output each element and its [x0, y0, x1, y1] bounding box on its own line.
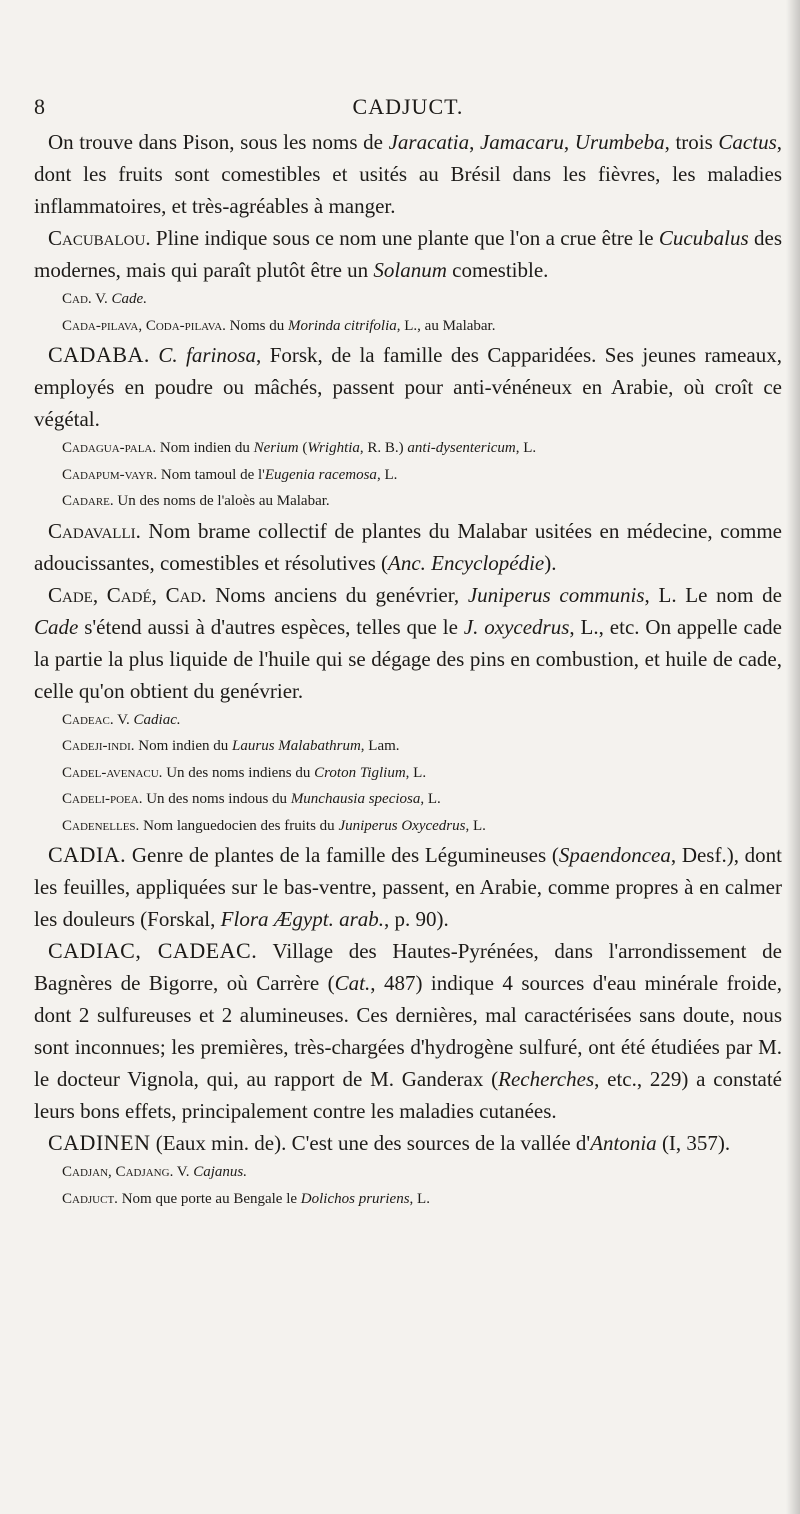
entry-headword: CADINEN	[48, 1130, 151, 1155]
cross-reference: Cajanus.	[193, 1164, 247, 1180]
page-number: 8	[34, 94, 45, 119]
taxon: Morinda citrifolia	[288, 317, 397, 334]
text: , L.	[465, 817, 486, 834]
term: Cade	[34, 614, 79, 639]
citation: Flora Ægypt. arab.	[220, 907, 384, 931]
entry-headword: Cade, Cadé, Cad.	[48, 582, 207, 607]
entry-headword: Cadeac.	[62, 711, 114, 728]
text: , Lam.	[360, 738, 400, 754]
text: , L., au Malabar.	[396, 317, 496, 334]
text: , L.	[405, 764, 427, 781]
cross-reference: Cade.	[111, 291, 147, 307]
entry-headword: Cadapum-vayr.	[62, 466, 158, 483]
text: ,	[469, 130, 480, 154]
cross-reference: Cadiac.	[133, 711, 181, 728]
running-head: CADJUCT.	[352, 94, 464, 119]
text: comestible.	[446, 258, 549, 282]
text: V.	[173, 1164, 194, 1180]
entry-cad	[34, 286, 782, 313]
text: On trouve dans Pison, sous les noms de	[48, 130, 389, 154]
taxon: Nerium	[253, 440, 299, 456]
taxon: Juniperus communis	[467, 582, 645, 607]
taxon: Wrightia	[307, 440, 360, 456]
text: Genre de plantes de la famille des Légumineuses (	[126, 843, 559, 867]
text: , 487) indique 4 sources d'eau minérale froide, dont 2 sulfureuses et 2 alumineuses. Ces dernières, mal caractérisées sans doute, nous sont inconnues; les premières, très-chargées d'hydrogène sulfuré, ont été étudiées par M. le docteur Vignola, qui, au rapport de M. Ganderax (	[34, 971, 782, 1091]
text: , p. 90).	[384, 907, 449, 931]
taxon: Cactus	[718, 130, 777, 154]
text: Un des noms indiens du	[162, 764, 315, 781]
entry-headword: Cada-pilava,	[62, 317, 143, 334]
taxon: Solanum	[373, 258, 447, 282]
text: Village des Hautes-Pyrénées, dans l'arrondissement de Bagnères de Bigorre, où Carrère (	[34, 939, 782, 995]
text: , L.	[420, 791, 441, 807]
entry-cadiac	[34, 935, 782, 1127]
page-header	[34, 88, 782, 126]
text: Nom brame collectif de plantes du Malabar usitées en médecine, comme adoucissantes, comestibles et résolutives (	[34, 518, 782, 575]
entry-cadeji-indi	[34, 733, 782, 760]
text: , L. Le nom de	[644, 582, 782, 607]
entry-cadia	[34, 839, 782, 935]
entry-headword: CADIAC, CADEAC.	[48, 938, 258, 963]
taxon: anti-dysentericum	[407, 440, 516, 456]
text: , L.	[515, 440, 537, 456]
taxon: Eugenia racemosa	[264, 466, 377, 483]
entry-cadeac	[34, 707, 782, 734]
text: Un des noms de l'aloès au Malabar.	[113, 493, 330, 509]
citation: Recherches	[498, 1067, 595, 1091]
taxon: Juniperus Oxycedrus	[338, 817, 466, 834]
entry-headword: Cadeli-poea.	[62, 791, 143, 807]
entry-pison-cactus	[34, 126, 782, 222]
entry-cadjan	[34, 1159, 782, 1186]
entry-headword: Cadare.	[62, 493, 114, 509]
place-name: Antonia	[590, 1131, 657, 1155]
text: (I, 357).	[656, 1131, 731, 1155]
entry-headword: CADIA.	[48, 842, 127, 867]
text: V.	[113, 711, 134, 728]
text: Nom languedocien des fruits du	[139, 817, 339, 834]
entry-cadare	[34, 488, 782, 515]
entry-cade	[34, 579, 782, 707]
entry-cadinen	[34, 1127, 782, 1159]
page-edge-shadow	[786, 0, 800, 1514]
entry-headword: Cadeji-indi.	[62, 738, 135, 754]
entry-cadapum-vayr	[34, 462, 782, 489]
taxon: C. farinosa	[158, 343, 257, 367]
taxon: Dolichos pruriens	[300, 1190, 410, 1207]
entry-headword: Cadagua-pala.	[62, 440, 157, 456]
page-body	[34, 126, 782, 1212]
text: , L., etc. On appelle cade la partie la plus liquide de l'huile qui se dégage des pins en combustion, et huile de cade, celle qu'on obtient du genévrier.	[34, 614, 782, 703]
text: Nom que porte au Bengale le	[117, 1190, 301, 1207]
taxon: J. oxycedrus	[463, 614, 570, 639]
text: , R. B.)	[359, 440, 408, 456]
text: , L.	[376, 466, 398, 483]
entry-cadaba	[34, 339, 782, 435]
entry-headword: Cad.	[62, 291, 92, 307]
text: , trois	[664, 130, 719, 154]
citation: Anc. Encyclopédie	[388, 550, 545, 575]
citation: Cat.	[334, 971, 371, 995]
entry-cadavalli	[34, 515, 782, 579]
taxon: Urumbeba	[574, 130, 665, 154]
text: Nom indien du	[134, 738, 233, 754]
entry-cada-pilava	[34, 313, 782, 340]
entry-headword: CADABA.	[48, 342, 150, 367]
entry-headword: Cadel-avenacu.	[62, 764, 163, 781]
text: (Eaux min. de). C'est une des sources de la vallée d'	[150, 1131, 591, 1155]
text: Un des noms indous du	[142, 791, 291, 807]
text: Nom tamoul de l'	[157, 466, 265, 483]
text: des modernes, mais qui paraît plutôt être un	[34, 226, 782, 282]
taxon: Jaracatia	[388, 130, 470, 154]
taxon: Spaendoncea	[558, 843, 671, 867]
text: , Forsk, de la famille des Capparidées. Ses jeunes rameaux, employés en poudre ou mâchés, passent pour anti-vénéneux en Arabie, où croît ce végétal.	[34, 343, 783, 431]
text: Nom indien du	[156, 440, 254, 456]
text: ).	[544, 550, 557, 575]
entry-headword: Cadenelles.	[62, 817, 140, 834]
text: , dont les fruits sont comestibles et usités au Brésil dans les fièvres, les maladies inflammatoires, et très-agréables à manger.	[34, 130, 782, 218]
text: Pline indique sous ce nom une plante que l'on a crue être le	[150, 226, 659, 250]
entry-headword: Coda-pilava.	[145, 317, 226, 334]
entry-cadjuct	[34, 1186, 782, 1213]
entry-cadagua-pala	[34, 435, 782, 462]
text: V.	[91, 291, 112, 307]
entry-cadenelles	[34, 813, 782, 840]
text: , L.	[409, 1190, 430, 1207]
taxon: Cucubalus	[658, 226, 749, 250]
taxon: Laurus Malabathrum	[232, 738, 361, 754]
entry-headword: Cadavalli.	[48, 518, 141, 543]
taxon: Croton Tiglium	[314, 764, 406, 781]
taxon: Jamacaru	[479, 130, 564, 154]
text: Noms anciens du genévrier,	[206, 582, 468, 607]
entry-cacubalou	[34, 222, 782, 286]
text: s'étend aussi à d'autres espèces, telles que le	[78, 614, 464, 639]
entry-cadel-avenacu	[34, 760, 782, 787]
text: , etc., 229) a constaté leurs bons effets, principalement contre les maladies cutanées.	[34, 1067, 783, 1123]
text: , Desf.), dont les feuilles, appliquées sur le bas-ventre, passent, en Arabie, comme propres à en calmer les douleurs (Forskal,	[34, 843, 783, 931]
entry-headword: Cacubalou.	[48, 226, 151, 250]
entry-headword: Cadjuct.	[62, 1190, 118, 1207]
text: (	[298, 440, 308, 456]
entry-headword: Cadjan, Cadjang.	[62, 1164, 174, 1180]
entry-cadeli-poea	[34, 786, 782, 813]
text: ,	[563, 130, 575, 154]
text: Noms du	[225, 317, 288, 334]
taxon: Munchausia speciosa	[290, 791, 421, 807]
